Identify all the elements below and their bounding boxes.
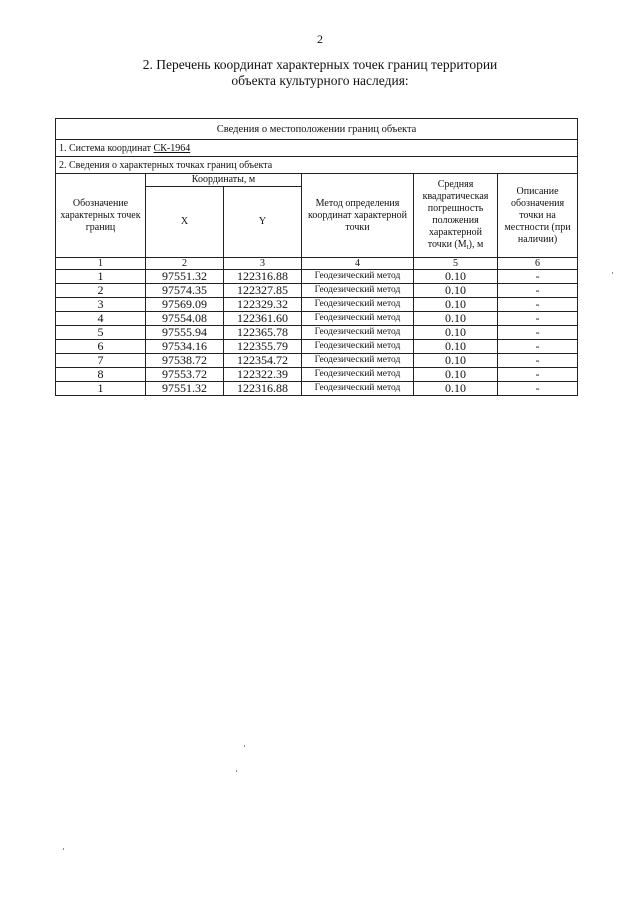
row-method: Геодезический метод <box>302 284 414 298</box>
row-description: - <box>498 312 578 326</box>
header-description: Описание обозначения точки на местности (при наличии) <box>498 174 578 258</box>
table-row <box>56 270 578 284</box>
coordinate-system-row <box>56 140 578 157</box>
scan-speck <box>236 770 237 772</box>
row-y-coordinate: 122355.79 <box>224 340 302 354</box>
column-number: 5 <box>414 258 498 270</box>
row-point-label: 7 <box>56 354 146 368</box>
row-error: 0.10 <box>414 298 498 312</box>
column-number: 6 <box>498 258 578 270</box>
row-x-coordinate: 97551.32 <box>146 270 224 284</box>
header-row-1 <box>56 174 578 187</box>
heading-line-2: объекта культурного наследия: <box>231 73 409 88</box>
row-point-label: 2 <box>56 284 146 298</box>
row-point-label: 6 <box>56 340 146 354</box>
column-numbers-row <box>56 258 578 270</box>
row-method: Геодезический метод <box>302 340 414 354</box>
row-error: 0.10 <box>414 340 498 354</box>
table-row <box>56 340 578 354</box>
header-error-subscript: t <box>466 242 469 251</box>
row-y-coordinate: 122365.78 <box>224 326 302 340</box>
document-heading <box>0 57 640 89</box>
row-x-coordinate: 97538.72 <box>146 354 224 368</box>
row-method: Геодезический метод <box>302 312 414 326</box>
header-point: Обозначение характерных точек границ <box>56 174 146 258</box>
table-row <box>56 354 578 368</box>
header-x: X <box>146 187 224 258</box>
row-y-coordinate: 122322.39 <box>224 368 302 382</box>
table-row <box>56 298 578 312</box>
row-description: - <box>498 284 578 298</box>
header-method: Метод определения координат характерной точки <box>302 174 414 258</box>
row-error: 0.10 <box>414 284 498 298</box>
table-body <box>56 119 578 396</box>
row-method: Геодезический метод <box>302 368 414 382</box>
table-row <box>56 382 578 396</box>
row-point-label: 1 <box>56 270 146 284</box>
header-error-text: Средняя квадратическая погрешность положения характерной точки (М <box>422 178 489 250</box>
coordinate-system-value: СК-1964 <box>153 142 191 154</box>
row-error: 0.10 <box>414 312 498 326</box>
row-method: Геодезический метод <box>302 298 414 312</box>
row-point-label: 4 <box>56 312 146 326</box>
row-y-coordinate: 122354.72 <box>224 354 302 368</box>
column-number: 4 <box>302 258 414 270</box>
row-method: Геодезический метод <box>302 382 414 396</box>
row-x-coordinate: 97555.94 <box>146 326 224 340</box>
row-description: - <box>498 326 578 340</box>
header-error-suffix: ), м <box>468 238 484 250</box>
row-x-coordinate: 97553.72 <box>146 368 224 382</box>
row-point-label: 1 <box>56 382 146 396</box>
row-x-coordinate: 97534.16 <box>146 340 224 354</box>
header-y: Y <box>224 187 302 258</box>
row-point-label: 3 <box>56 298 146 312</box>
row-method: Геодезический метод <box>302 270 414 284</box>
scan-speck <box>612 272 613 274</box>
row-description: - <box>498 298 578 312</box>
row-description: - <box>498 270 578 284</box>
section-two-title: 2. Сведения о характерных точках границ объекта <box>56 157 578 174</box>
row-y-coordinate: 122327.85 <box>224 284 302 298</box>
row-point-label: 5 <box>56 326 146 340</box>
coordinate-system-label: 1. Система координат <box>59 142 154 154</box>
boundary-coordinates-table <box>55 118 578 396</box>
row-description: - <box>498 368 578 382</box>
row-y-coordinate: 122316.88 <box>224 382 302 396</box>
column-number: 3 <box>224 258 302 270</box>
row-error: 0.10 <box>414 368 498 382</box>
row-y-coordinate: 122329.32 <box>224 298 302 312</box>
table-title-row <box>56 119 578 140</box>
table-row <box>56 326 578 340</box>
row-method: Геодезический метод <box>302 326 414 340</box>
scan-speck <box>63 848 64 850</box>
page-number: 2 <box>317 32 323 46</box>
table-row <box>56 284 578 298</box>
heading-line-1: 2. Перечень координат характерных точек границ территории <box>142 57 498 72</box>
row-y-coordinate: 122361.60 <box>224 312 302 326</box>
row-description: - <box>498 354 578 368</box>
row-description: - <box>498 382 578 396</box>
column-number: 2 <box>146 258 224 270</box>
row-method: Геодезический метод <box>302 354 414 368</box>
row-description: - <box>498 340 578 354</box>
row-error: 0.10 <box>414 270 498 284</box>
row-point-label: 8 <box>56 368 146 382</box>
header-error <box>414 174 498 258</box>
row-error: 0.10 <box>414 354 498 368</box>
row-error: 0.10 <box>414 326 498 340</box>
coordinate-system-cell <box>56 140 578 157</box>
header-coordinates: Координаты, м <box>146 174 302 187</box>
section-two-row <box>56 157 578 174</box>
scan-speck <box>244 745 245 747</box>
row-x-coordinate: 97551.32 <box>146 382 224 396</box>
column-number: 1 <box>56 258 146 270</box>
row-y-coordinate: 122316.88 <box>224 270 302 284</box>
table-title: Сведения о местоположении границ объекта <box>56 119 578 140</box>
table-row <box>56 368 578 382</box>
row-x-coordinate: 97569.09 <box>146 298 224 312</box>
row-x-coordinate: 97574.35 <box>146 284 224 298</box>
row-x-coordinate: 97554.08 <box>146 312 224 326</box>
row-error: 0.10 <box>414 382 498 396</box>
table-row <box>56 312 578 326</box>
